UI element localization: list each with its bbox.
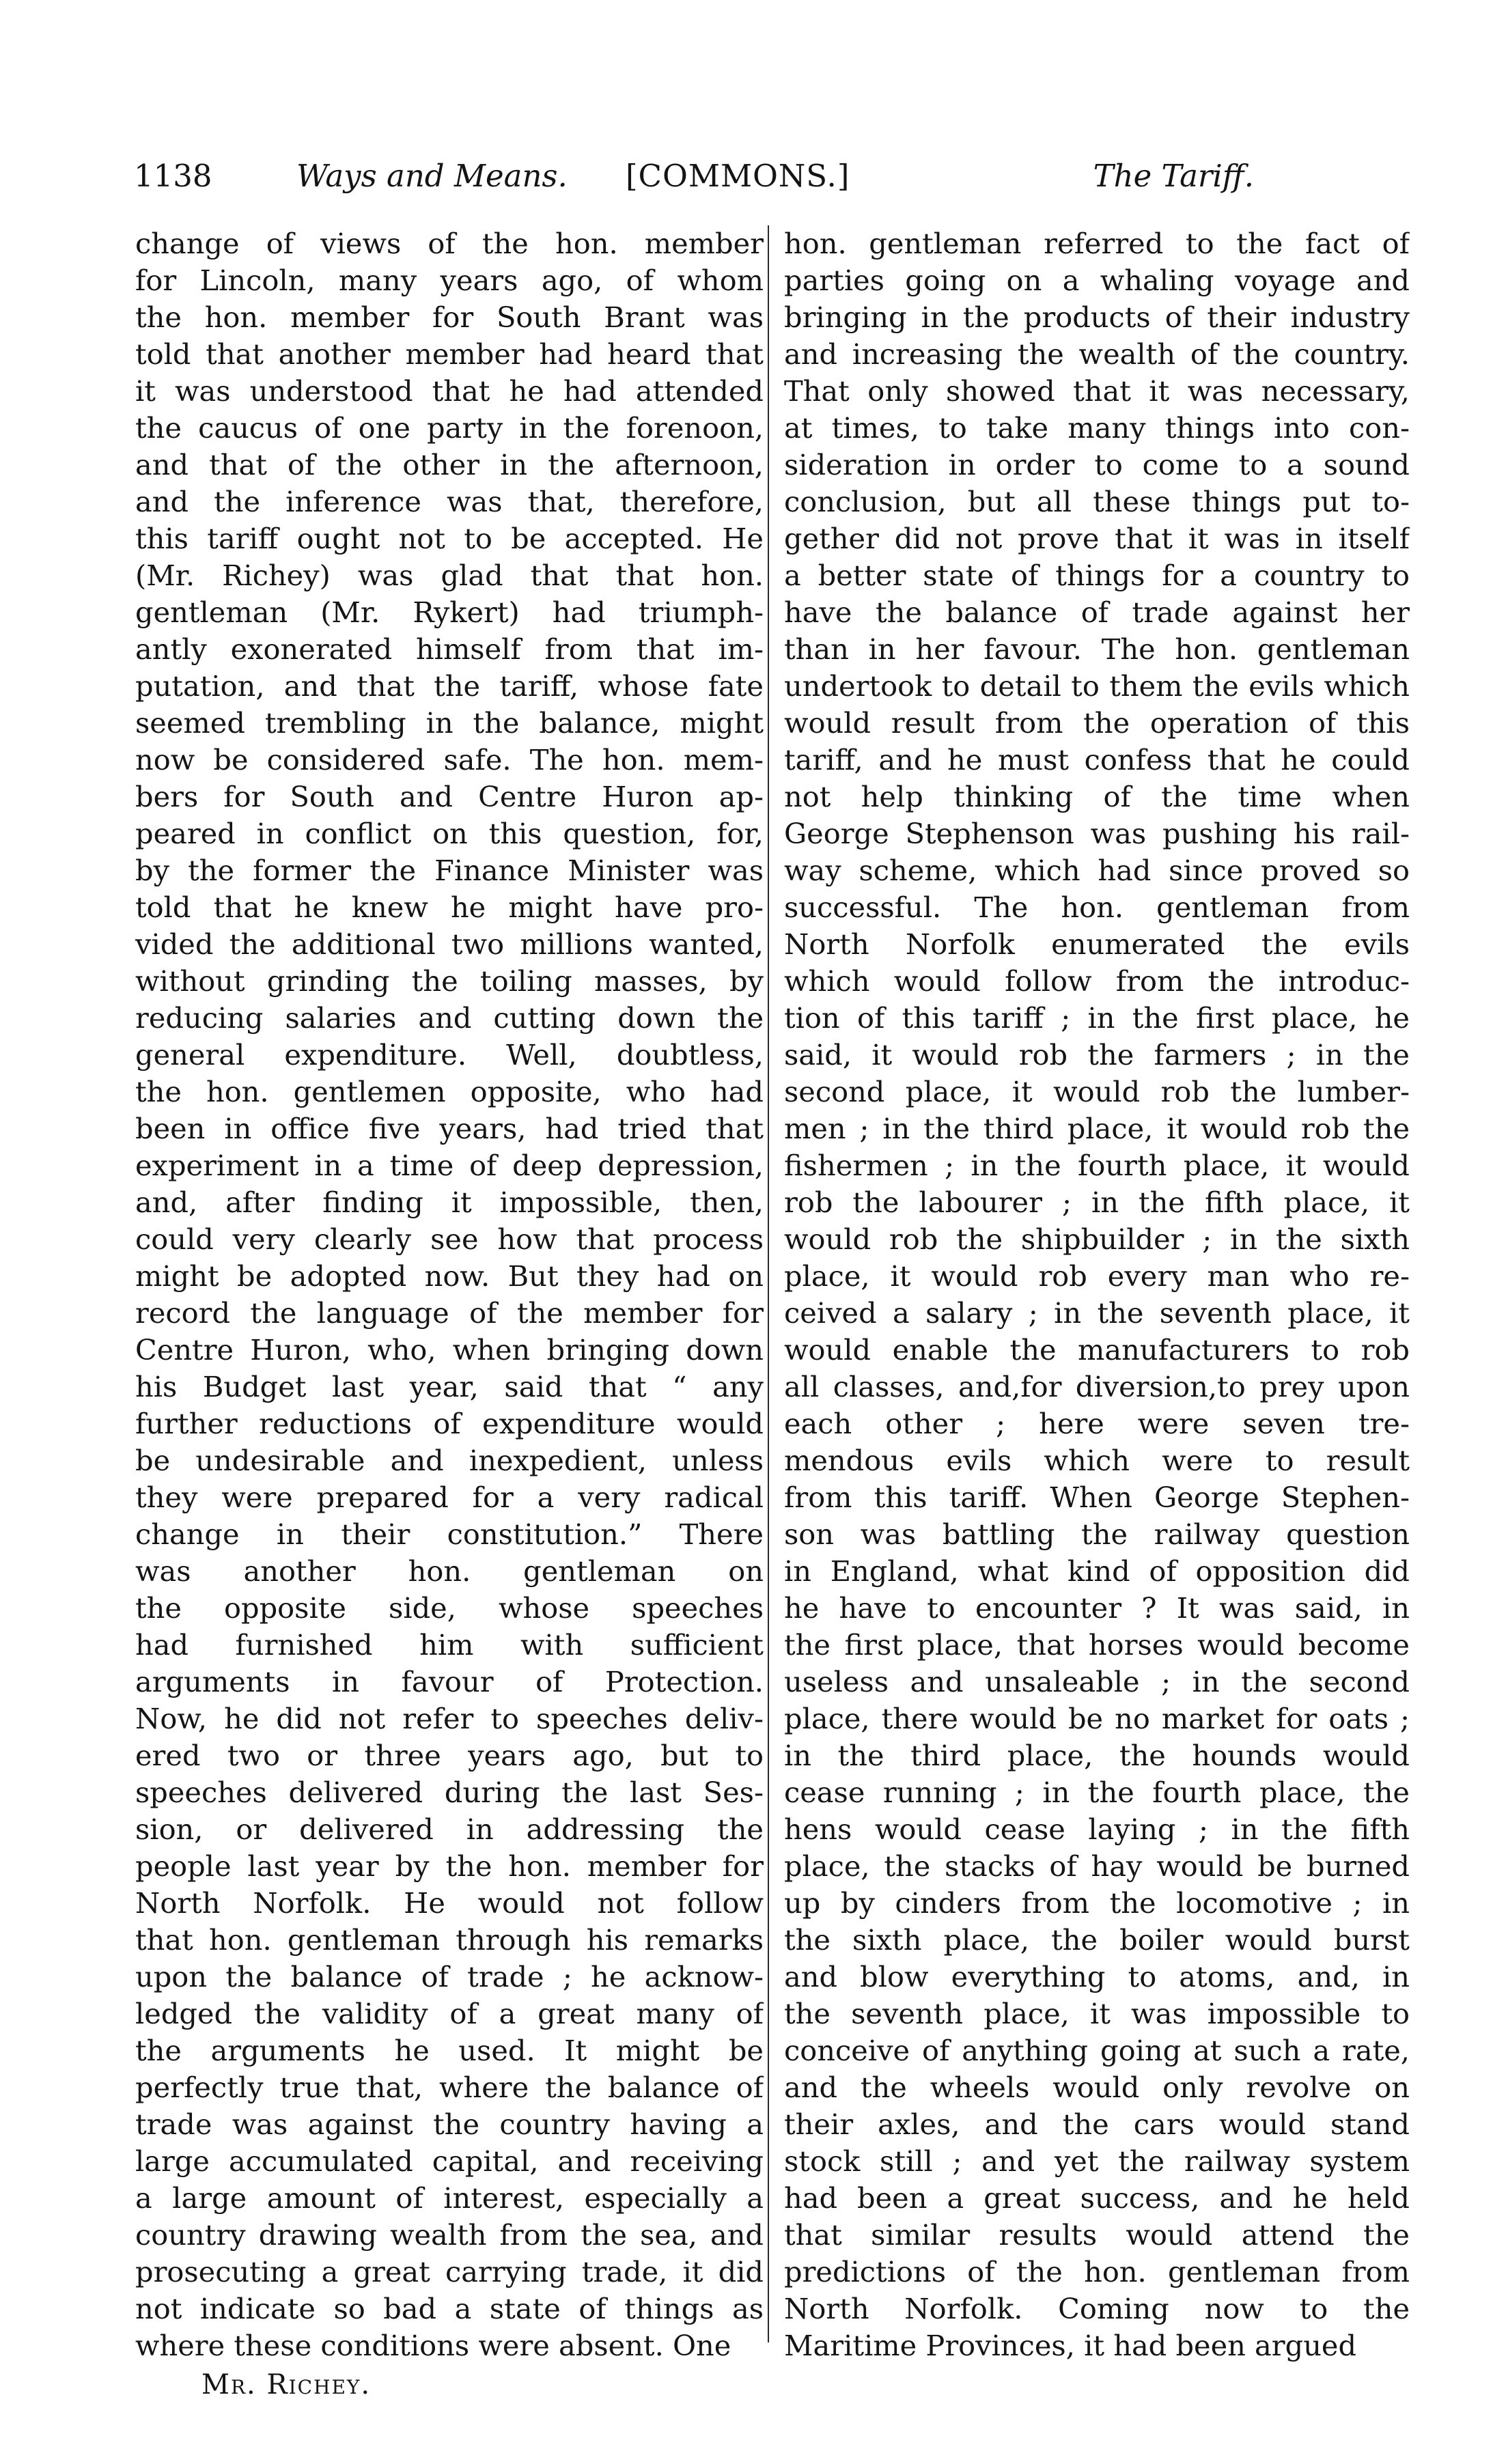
text-line: That only showed that it was necessary, <box>784 374 1410 408</box>
text-line: could very clearly see how that process <box>135 1222 764 1256</box>
text-line: further reductions of expenditure would <box>135 1407 764 1440</box>
text-line: large accumulated capital, and receiving <box>135 2144 764 2178</box>
text-line: by the former the Finance Minister was <box>135 854 764 887</box>
text-line: successful. The hon. gentleman from <box>784 891 1410 924</box>
text-line: country drawing wealth from the sea, and <box>135 2218 764 2252</box>
speaker-signature: Mr. Richey. <box>201 2369 372 2400</box>
text-line: seemed trembling in the balance, might <box>135 706 764 740</box>
text-line: change of views of the hon. member <box>135 227 764 260</box>
text-line: and, after finding it impossible, then, <box>135 1186 764 1219</box>
text-line: would enable the manufacturers to rob <box>784 1333 1410 1367</box>
text-line: hens would cease laying ; in the fifth <box>784 1812 1410 1846</box>
text-line: fishermen ; in the fourth place, it would <box>784 1149 1410 1182</box>
text-line: not indicate so bad a state of things as <box>135 2292 764 2325</box>
text-line: which would follow from the introduc- <box>784 964 1410 998</box>
header-center-title: [COMMONS.] <box>626 158 850 194</box>
text-line: where these conditions were absent. One <box>135 2329 731 2362</box>
text-line: the arguments he used. It might be <box>135 2034 764 2067</box>
text-line: ceived a salary ; in the seventh place, it <box>784 1296 1410 1330</box>
header-left-title: Ways and Means. <box>296 158 568 194</box>
text-line: hon. gentleman referred to the fact of <box>784 227 1410 260</box>
text-line: cease running ; in the fourth place, the <box>784 1776 1410 1809</box>
text-line: have the balance of trade against her <box>784 596 1410 629</box>
text-line: and the inference was that, therefore, <box>135 485 764 518</box>
text-line: not help thinking of the time when <box>784 780 1410 813</box>
right-column <box>784 225 1410 2364</box>
text-line: Now, he did not refer to speeches deliv- <box>135 1702 764 1735</box>
text-line: North Norfolk enumerated the evils <box>784 927 1410 961</box>
text-line: perfectly true that, where the balance of <box>135 2071 764 2104</box>
text-line: antly exonerated himself from that im- <box>135 632 764 666</box>
text-line: that hon. gentleman through his remarks <box>135 1923 764 1957</box>
text-line: and that of the other in the afternoon, <box>135 448 764 481</box>
text-line: all classes, and,for diversion,to prey upon <box>784 1370 1410 1403</box>
text-line: conclusion, but all these things put to- <box>784 485 1410 518</box>
text-line: George Stephenson was pushing his rail- <box>784 817 1410 850</box>
text-line: tariff, and he must confess that he could <box>784 743 1410 776</box>
text-line: mendous evils which were to result <box>784 1444 1410 1477</box>
text-line: place, it would rob every man who re- <box>784 1259 1410 1293</box>
text-line: told that another member had heard that <box>135 337 764 371</box>
text-line: ledged the validity of a great many of <box>135 1997 764 2030</box>
left-column <box>135 225 764 2364</box>
text-line: at times, to take many things into con- <box>784 411 1410 445</box>
text-line: a better state of things for a country to <box>784 559 1410 592</box>
text-line: that similar results would attend the <box>784 2218 1410 2252</box>
text-line: in England, what kind of opposition did <box>784 1554 1410 1588</box>
text-line: and the wheels would only revolve on <box>784 2071 1410 2104</box>
text-line: North Norfolk. Coming now to the <box>784 2292 1410 2325</box>
text-line: sideration in order to come to a sound <box>784 448 1410 481</box>
text-line: each other ; here were seven tre- <box>784 1407 1410 1440</box>
text-line: (Mr. Richey) was glad that that hon. <box>135 559 764 592</box>
text-line: place, there would be no market for oats ; <box>784 1702 1410 1735</box>
text-line: he have to encounter ? It was said, in <box>784 1591 1410 1625</box>
text-line: the sixth place, the boiler would burst <box>784 1923 1410 1957</box>
text-line: bers for South and Centre Huron ap- <box>135 780 764 813</box>
text-line: upon the balance of trade ; he acknow- <box>135 1960 764 1993</box>
running-header <box>134 149 1254 204</box>
text-line: gether did not prove that it was in itself <box>784 522 1410 555</box>
text-line: from this tariff. When George Stephen- <box>784 1481 1410 1514</box>
text-line: the first place, that horses would become <box>784 1628 1410 1662</box>
text-line: without grinding the toiling masses, by <box>135 964 764 998</box>
text-line: undertook to detail to them the evils which <box>784 669 1410 703</box>
text-line: bringing in the products of their industry <box>784 300 1410 334</box>
text-line: it was understood that he had attended <box>135 374 764 408</box>
text-line: the hon. gentlemen opposite, who had <box>135 1075 764 1108</box>
text-line: prosecuting a great carrying trade, it did <box>135 2255 764 2288</box>
text-line: would result from the operation of this <box>784 706 1410 740</box>
text-line: conceive of anything going at such a rate, <box>784 2034 1410 2067</box>
page-number: 1138 <box>134 158 212 194</box>
text-line: tion of this tariff ; in the first place, he <box>784 1001 1410 1035</box>
text-line: speeches delivered during the last Ses- <box>135 1776 764 1809</box>
text-line: had been a great success, and he held <box>784 2181 1410 2215</box>
text-line: putation, and that the tariff, whose fate <box>135 669 764 703</box>
text-line: place, the stacks of hay would be burned <box>784 1849 1410 1883</box>
text-line: now be considered safe. The hon. mem- <box>135 743 764 776</box>
text-line: parties going on a whaling voyage and <box>784 264 1410 297</box>
text-line: for Lincoln, many years ago, of whom <box>135 264 764 297</box>
text-line: second place, it would rob the lumber- <box>784 1075 1410 1108</box>
text-line: been in office five years, had tried that <box>135 1112 764 1145</box>
text-line: in the third place, the hounds would <box>784 1739 1410 1772</box>
text-line: North Norfolk. He would not follow <box>135 1886 764 1920</box>
text-line: peared in conflict on this question, for, <box>135 817 764 850</box>
text-line: Maritime Provinces, it had been argued <box>784 2329 1357 2362</box>
text-line: the seventh place, it was impossible to <box>784 1997 1410 2030</box>
text-line: was another hon. gentleman on <box>135 1554 764 1588</box>
column-divider <box>768 225 769 2342</box>
text-line: told that he knew he might have pro- <box>135 891 764 924</box>
text-line: they were prepared for a very radical <box>135 1481 764 1514</box>
text-line: might be adopted now. But they had on <box>135 1259 764 1293</box>
text-line: gentleman (Mr. Rykert) had triumph- <box>135 596 764 629</box>
text-line: up by cinders from the locomotive ; in <box>784 1886 1410 1920</box>
text-line: trade was against the country having a <box>135 2108 764 2141</box>
text-line: useless and unsaleable ; in the second <box>784 1665 1410 1698</box>
text-line: would rob the shipbuilder ; in the sixth <box>784 1222 1410 1256</box>
text-line: record the language of the member for <box>135 1296 764 1330</box>
text-line: sion, or delivered in addressing the <box>135 1812 764 1846</box>
text-line: this tariff ought not to be accepted. He <box>135 522 764 555</box>
text-line: predictions of the hon. gentleman from <box>784 2255 1410 2288</box>
text-line: people last year by the hon. member for <box>135 1849 764 1883</box>
text-line: way scheme, which had since proved so <box>784 854 1410 887</box>
text-line: reducing salaries and cutting down the <box>135 1001 764 1035</box>
header-right-title: The Tariff. <box>1093 158 1254 194</box>
text-line: son was battling the railway question <box>784 1517 1410 1551</box>
text-line: and blow everything to atoms, and, in <box>784 1960 1410 1993</box>
text-line: general expenditure. Well, doubtless, <box>135 1038 764 1072</box>
text-line: the caucus of one party in the forenoon, <box>135 411 764 445</box>
text-line: men ; in the third place, it would rob the <box>784 1112 1410 1145</box>
text-line: Centre Huron, who, when bringing down <box>135 1333 764 1367</box>
text-line: the hon. member for South Brant was <box>135 300 764 334</box>
text-line: arguments in favour of Protection. <box>135 1665 764 1698</box>
text-line: rob the labourer ; in the fifth place, it <box>784 1186 1410 1219</box>
text-line: the opposite side, whose speeches <box>135 1591 764 1625</box>
text-line: experiment in a time of deep depression, <box>135 1149 764 1182</box>
text-line: ered two or three years ago, but to <box>135 1739 764 1772</box>
text-line: be undesirable and inexpedient, unless <box>135 1444 764 1477</box>
text-line: change in their constitution.” There <box>135 1517 764 1551</box>
text-line: a large amount of interest, especially a <box>135 2181 764 2215</box>
text-line: than in her favour. The hon. gentleman <box>784 632 1410 666</box>
text-line: his Budget last year, said that “ any <box>135 1370 764 1403</box>
text-line: said, it would rob the farmers ; in the <box>784 1038 1410 1072</box>
text-line: had furnished him with sufficient <box>135 1628 764 1662</box>
text-line: and increasing the wealth of the country. <box>784 337 1410 371</box>
text-line: vided the additional two millions wanted, <box>135 927 764 961</box>
text-line: stock still ; and yet the railway system <box>784 2144 1410 2178</box>
text-line: their axles, and the cars would stand <box>784 2108 1410 2141</box>
